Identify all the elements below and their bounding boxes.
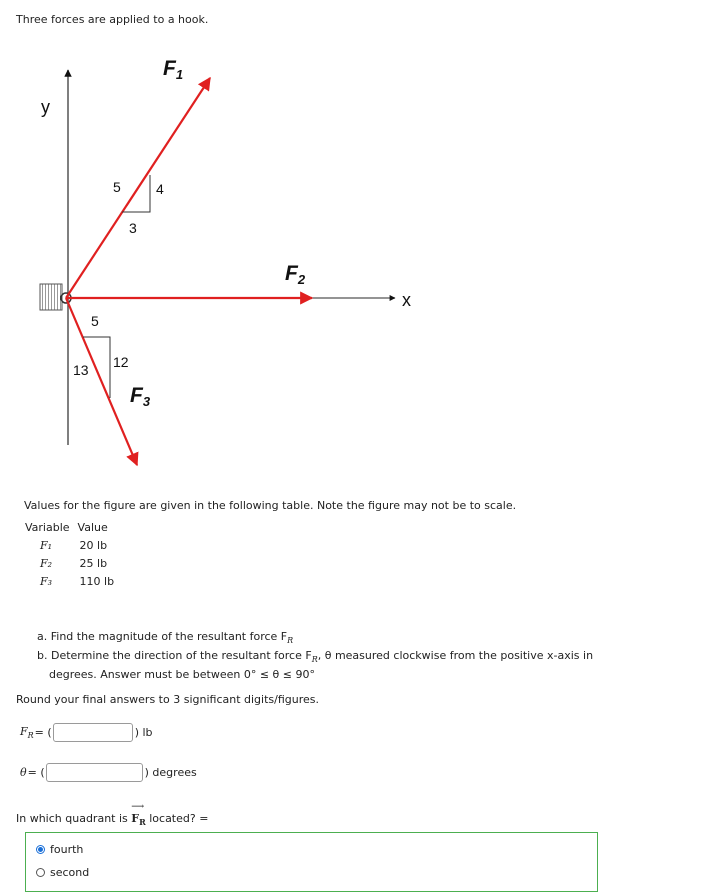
- quadrant-options: [25, 832, 598, 892]
- f3-arrow: [66, 298, 137, 465]
- y-axis-label: y: [41, 97, 50, 117]
- value-cell: 25 lb: [79, 556, 108, 570]
- tri1-adj: 3: [129, 220, 137, 236]
- theta-label: θ: [20, 766, 27, 779]
- fr-vector: ⟶ $F_R$: [131, 812, 145, 827]
- header-value: Value: [77, 520, 108, 534]
- quadrant-question: In which quadrant is ⟶ $F_R$ located? =: [16, 812, 208, 827]
- theta-input[interactable]: [46, 763, 143, 782]
- figure-note: Values for the figure are given in the following table. Note the figure may not be to scale.: [24, 499, 517, 512]
- tri3-side: 12: [113, 354, 129, 370]
- header-variable: Variable: [25, 520, 70, 534]
- values-table: [25, 518, 122, 590]
- question-a: a. Find the magnitude of the resultant force $F_R$: [37, 630, 294, 646]
- theta-answer-row: [20, 763, 197, 782]
- variable-cell: F₃: [40, 574, 53, 588]
- problem-intro: Three forces are applied to a hook.: [16, 13, 209, 26]
- table-row: [25, 554, 122, 572]
- f1-arrow: [66, 78, 210, 298]
- tri1-hyp: 5: [113, 179, 121, 195]
- fr-input[interactable]: [53, 723, 133, 742]
- option-second[interactable]: [36, 866, 89, 879]
- fr-label: $F_R$: [20, 724, 34, 741]
- fr-equals: = (: [34, 726, 52, 739]
- theta-unit: ) degrees: [144, 766, 197, 779]
- rounding-instruction: Round your final answers to 3 significant digits/figures.: [16, 693, 319, 706]
- variable-cell: F₂: [40, 556, 53, 570]
- fr-answer-row: [20, 723, 153, 742]
- radio-fourth[interactable]: [36, 845, 45, 854]
- table-row: [25, 536, 122, 554]
- question-list: [37, 629, 593, 682]
- fr-unit: ) lb: [134, 726, 153, 739]
- f1-label: F1: [163, 57, 184, 82]
- force-diagram: [0, 40, 711, 480]
- wall-mount: [40, 284, 62, 310]
- value-cell: 110 lb: [79, 574, 115, 588]
- tri3-top: 5: [91, 313, 99, 329]
- variable-cell: F₁: [40, 538, 53, 552]
- option-fourth[interactable]: [36, 843, 83, 856]
- radio-second[interactable]: [36, 868, 45, 877]
- table-row: [25, 572, 122, 590]
- tri3-hyp: 13: [73, 362, 89, 378]
- table-header-row: [25, 518, 122, 536]
- question-b-range: degrees. Answer must be between 0° ≤ θ ≤ 90°: [49, 668, 315, 682]
- question-b: b. Determine the direction of the resultant force $F_R$, θ measured clockwise from the positive x-axis in: [37, 649, 594, 665]
- f2-label: F2: [285, 262, 306, 287]
- tri1-opp: 4: [156, 181, 164, 197]
- x-axis-label: x: [402, 290, 411, 310]
- f3-label: F3: [130, 384, 151, 409]
- theta-equals: = (: [27, 766, 45, 779]
- value-cell: 20 lb: [79, 538, 108, 552]
- option-second-label: second: [50, 866, 90, 879]
- option-fourth-label: fourth: [50, 843, 84, 856]
